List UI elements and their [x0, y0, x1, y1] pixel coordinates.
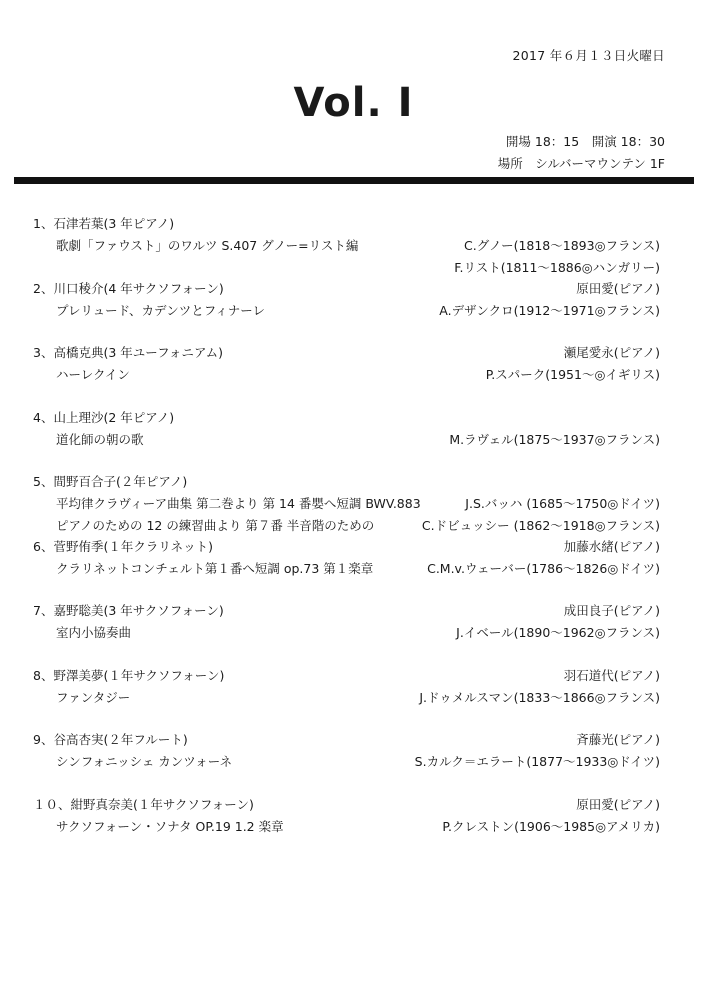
performer-name: 石津若葉(3 年ピアノ): [53, 216, 175, 231]
doors-and-start-times: 開場 18：15 開演 18：30: [505, 134, 665, 149]
piece-title: 道化師の朝の歌: [56, 431, 144, 447]
performer-name: 谷高杏実(２年フルート): [53, 732, 188, 747]
performer-row: [0, 214, 707, 235]
item-number: 1、: [33, 216, 54, 231]
performer-line: [33, 730, 188, 748]
accompanist: 原田愛(ピアノ): [576, 796, 660, 812]
performer-line: [33, 343, 223, 361]
performer-row: [0, 666, 707, 687]
item-number: 4、: [33, 409, 54, 425]
concert-date: 2017 年６月１３日火曜日: [512, 48, 665, 63]
composer: P.クレストン(1906～1985◎アメリカ): [442, 818, 660, 834]
piece-title: 平均律クラヴィーア曲集 第二巻より 第 14 番嬰へ短調 BWV.883: [56, 496, 421, 511]
piece-row: [0, 494, 707, 515]
performer-row: [0, 795, 707, 816]
performer-row: [0, 601, 707, 622]
accompanist: 加藤水緒(ピアノ): [563, 538, 660, 554]
performer-row: [0, 472, 707, 493]
piece-row: [0, 752, 707, 773]
piece-title: クラリネットコンチェルト第１番へ短調 op.73 第１楽章: [56, 560, 374, 576]
piece-title: 室内小協奏曲: [56, 625, 132, 640]
piece-title: ファンタジー: [56, 689, 131, 705]
item-number: 8、: [33, 667, 54, 683]
performer-line: [33, 666, 224, 684]
accompanist: 斉藤光(ピアノ): [576, 732, 660, 747]
item-number: 7、: [33, 603, 54, 618]
venue: 場所 シルバーマウンテン 1F: [497, 156, 665, 171]
program-item: [0, 787, 707, 852]
composer: S.カルク＝エラート(1877～1933◎ドイツ): [414, 754, 660, 769]
performer-name: 川口稜介(4 年サクソフォーン): [53, 280, 224, 296]
piece-row: [0, 623, 707, 644]
piece-title: ハーレクイン: [56, 367, 130, 382]
performer-line: [33, 408, 174, 426]
piece-title: サクソフォーン・ソナタ OP.19 1.2 楽章: [56, 818, 284, 834]
performer-line: [33, 472, 187, 490]
piece-title: ピアノのための 12 の練習曲より 第７番 半音階のための: [56, 518, 375, 533]
item-number: 9、: [33, 732, 54, 747]
program-item: [0, 464, 707, 533]
item-number: 5、: [33, 474, 54, 489]
composer: J.ドゥメルスマン(1833～1866◎フランス): [419, 689, 660, 705]
program-item: [0, 206, 707, 275]
performer-row: [0, 408, 707, 429]
composer: C.M.v.ウェーバー(1786～1826◎ドイツ): [427, 560, 660, 576]
piece-row: [0, 817, 707, 838]
performer-line: [33, 601, 224, 619]
performer-name: 菅野侑季(１年クラリネット): [53, 538, 213, 554]
accompanist: 原田愛(ピアノ): [576, 280, 660, 296]
piece-row: [0, 559, 707, 580]
piece-row: [0, 688, 707, 709]
program-item: [0, 722, 707, 787]
performer-line: [33, 537, 213, 555]
composer: C.ドビュッシー (1862～1918◎フランス): [421, 518, 660, 533]
accompanist: 羽石道代(ピアノ): [563, 667, 660, 683]
piece-row: [0, 301, 707, 322]
program-item: [0, 400, 707, 465]
performer-name: 野澤美夢(１年サクソフォーン): [53, 667, 225, 683]
volume-title: Vol. I: [293, 80, 414, 126]
performer-row: [0, 537, 707, 558]
performer-name: 高橋克典(3 年ユーフォニアム): [53, 345, 224, 360]
composer: C.グノー(1818～1893◎フランス): [464, 238, 660, 253]
header-divider: [14, 177, 694, 184]
performer-line: [33, 795, 254, 813]
composer: A.デザンクロ(1912～1971◎フランス): [439, 302, 660, 318]
piece-row: [0, 236, 707, 257]
composer: J.S.バッハ (1685～1750◎ドイツ): [465, 496, 660, 511]
performer-row: [0, 279, 707, 300]
item-number: 2、: [33, 280, 54, 296]
program-item: [0, 658, 707, 723]
piece-row: [0, 430, 707, 451]
performer-name: 紺野真奈美(１年サクソフォーン): [70, 796, 254, 812]
item-number: 6、: [33, 538, 54, 554]
composer: M.ラヴェル(1875～1937◎フランス): [449, 431, 660, 447]
composer: F.リスト(1811～1886◎ハンガリー): [454, 260, 660, 275]
composer: P.スパーク(1951～◎イギリス): [485, 367, 660, 382]
performer-name: 山上理沙(2 年ピアノ): [53, 409, 175, 425]
performer-row: [0, 343, 707, 364]
performer-line: [33, 279, 224, 297]
composer: J.イベール(1890～1962◎フランス): [456, 625, 660, 640]
program-list: [0, 206, 707, 851]
piece-row: [0, 365, 707, 386]
program-item: [0, 529, 707, 594]
accompanist: 瀬尾愛永(ピアノ): [563, 345, 660, 360]
accompanist: 成田良子(ピアノ): [563, 603, 660, 618]
performer-row: [0, 730, 707, 751]
program-item: [0, 335, 707, 400]
program-item: [0, 593, 707, 658]
piece-title: プレリュード、カデンツとフィナーレ: [56, 302, 266, 318]
performer-line: [33, 214, 174, 232]
item-number: １０、: [33, 796, 71, 812]
program-item: [0, 271, 707, 336]
piece-title: 歌劇「ファウスト」のワルツ S.407 グノー=リスト編: [56, 238, 359, 253]
performer-name: 間野百合子(２年ピアノ): [53, 474, 188, 489]
piece-title: シンフォニッシェ カンツォーネ: [56, 754, 233, 769]
item-number: 3、: [33, 345, 54, 360]
performer-name: 嘉野聡美(3 年サクソフォーン): [53, 603, 224, 618]
